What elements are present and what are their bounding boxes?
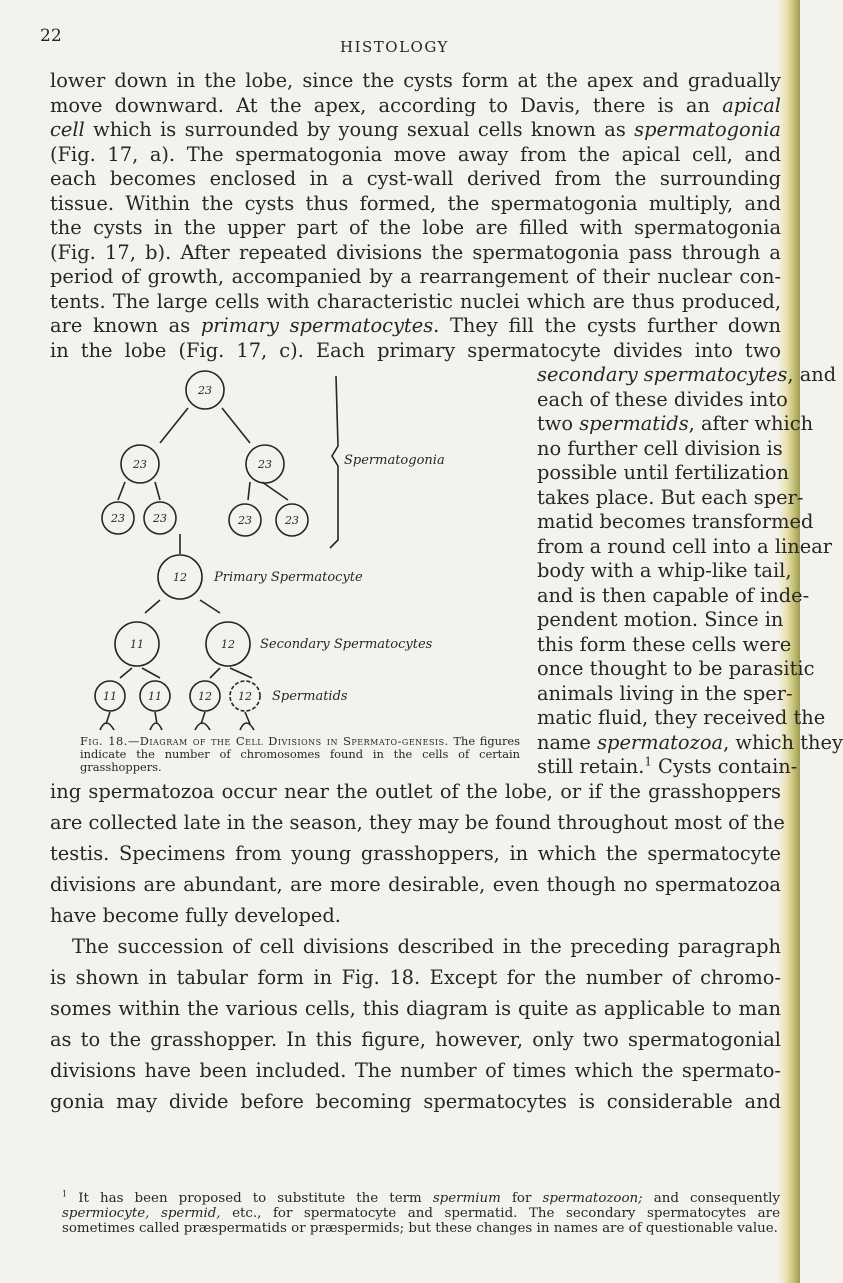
cell-count: 23: [153, 512, 167, 525]
body-line: the cysts in the upper part of the lobe are filled with spermatogonia: [50, 216, 781, 239]
side-line: animals living in the sper-: [537, 682, 793, 705]
body-line: The succession of cell divisions described in the preceding paragraph: [72, 935, 781, 958]
side-line: body with a whip-like tail,: [537, 559, 792, 582]
body-line: divisions are abundant, are more desirable, even though no spermatozoa: [50, 873, 781, 896]
body-line: (Fig. 17, b). After repeated divisions the spermatogonia pass through a: [50, 241, 781, 264]
page-number: 22: [40, 26, 62, 46]
body-line: each becomes enclosed in a cyst-wall derived from the surrounding: [50, 167, 781, 190]
cell-count: 12: [198, 690, 212, 703]
caption-head: Fig. 18.—Diagram of the Cell Divisions in Spermato-genesis.: [80, 734, 449, 748]
side-line: pendent motion. Since in: [537, 608, 784, 631]
body-line: cell which is surrounded by young sexual cells known as spermatogonia: [50, 118, 781, 141]
body-line: testis. Specimens from young grasshoppers, in which the spermatocyte: [50, 842, 781, 865]
body-line: tents. The large cells with characteristic nuclei which are thus produced,: [50, 290, 781, 313]
footnote: $^1$ It has been proposed to substitute the term spermium for spermatozoon; and consequently spermiocyte, spermid, etc., for spermatocyte and spermatid. The secondary spermatocytes are sometimes called præspermatids or præspermids; but these changes in names are of questionable value.: [62, 1189, 781, 1236]
cell-count: 11: [148, 690, 162, 703]
cell-division-diagram: [80, 368, 530, 730]
cell-count: 12: [238, 690, 252, 703]
body-line: have become fully developed.: [50, 904, 341, 927]
body-line: move downward. At the apex, according to Davis, there is an apical: [50, 94, 781, 117]
cell-count: 23: [198, 384, 212, 397]
caption-body: The figures indicate the number of chromosomes found in the cells of certain grasshoppers.: [80, 734, 520, 774]
body-line: tissue. Within the cysts thus formed, the spermatogonia multiply, and: [50, 192, 781, 215]
label-spermatogonia: Spermatogonia: [344, 453, 445, 468]
label-spermatids: Spermatids: [272, 689, 348, 704]
cell-count: 23: [238, 514, 252, 527]
side-line: possible until fertilization: [537, 461, 790, 484]
body-line: lower down in the lobe, since the cysts form at the apex and gradually: [50, 69, 781, 92]
side-line: each of these divides into: [537, 388, 788, 411]
cell-count: 12: [221, 638, 235, 651]
cell-count: 23: [133, 458, 147, 471]
cell-count: 11: [103, 690, 117, 703]
side-line: this form these cells were: [537, 633, 792, 656]
cell-count: 23: [285, 514, 299, 527]
cell-count: 23: [258, 458, 272, 471]
body-line: as to the grasshopper. In this figure, however, only two spermatogonial: [50, 1028, 781, 1051]
body-line: period of growth, accompanied by a rearrangement of their nuclear con-: [50, 265, 781, 288]
side-line: matid becomes transformed: [537, 510, 814, 533]
body-line: are collected late in the season, they may be found throughout most of the: [50, 811, 785, 834]
side-line: no further cell division is: [537, 437, 783, 460]
side-line: two spermatids, after which: [537, 412, 814, 435]
body-line: is shown in tabular form in Fig. 18. Except for the number of chromo-: [50, 966, 781, 989]
cell-count: 11: [130, 638, 144, 651]
body-line: somes within the various cells, this diagram is quite as applicable to man: [50, 997, 781, 1020]
side-line: once thought to be parasitic: [537, 657, 815, 680]
side-line: from a round cell into a linear: [537, 535, 833, 558]
cell-count: 23: [111, 512, 125, 525]
side-line: matic fluid, they received the: [537, 706, 826, 729]
side-line: secondary spermatocytes, and: [537, 363, 837, 386]
label-secondary-spermatocytes: Secondary Spermatocytes: [260, 637, 433, 652]
body-line: gonia may divide before becoming spermatocytes is considerable and: [50, 1090, 781, 1113]
side-line: and is then capable of inde-: [537, 584, 810, 607]
running-head: HISTOLOGY: [340, 38, 449, 56]
side-line: name spermatozoa, which they: [537, 731, 843, 754]
cell-count: 12: [173, 571, 187, 584]
label-primary-spermatocyte: Primary Spermatocyte: [214, 570, 363, 585]
body-line: (Fig. 17, a). The spermatogonia move away from the apical cell, and: [50, 143, 781, 166]
body-line: ing spermatozoa occur near the outlet of the lobe, or if the grasshoppers: [50, 780, 781, 803]
body-line: divisions have been included. The number of times which the spermato-: [50, 1059, 781, 1082]
side-line: still retain.$^1$ Cysts contain-: [537, 754, 798, 778]
side-line: takes place. But each sper-: [537, 486, 804, 509]
figure-caption: [80, 735, 520, 774]
body-line: are known as primary spermatocytes. They fill the cysts further down: [50, 314, 781, 337]
body-line: in the lobe (Fig. 17, c). Each primary spermatocyte divides into two: [50, 339, 781, 362]
